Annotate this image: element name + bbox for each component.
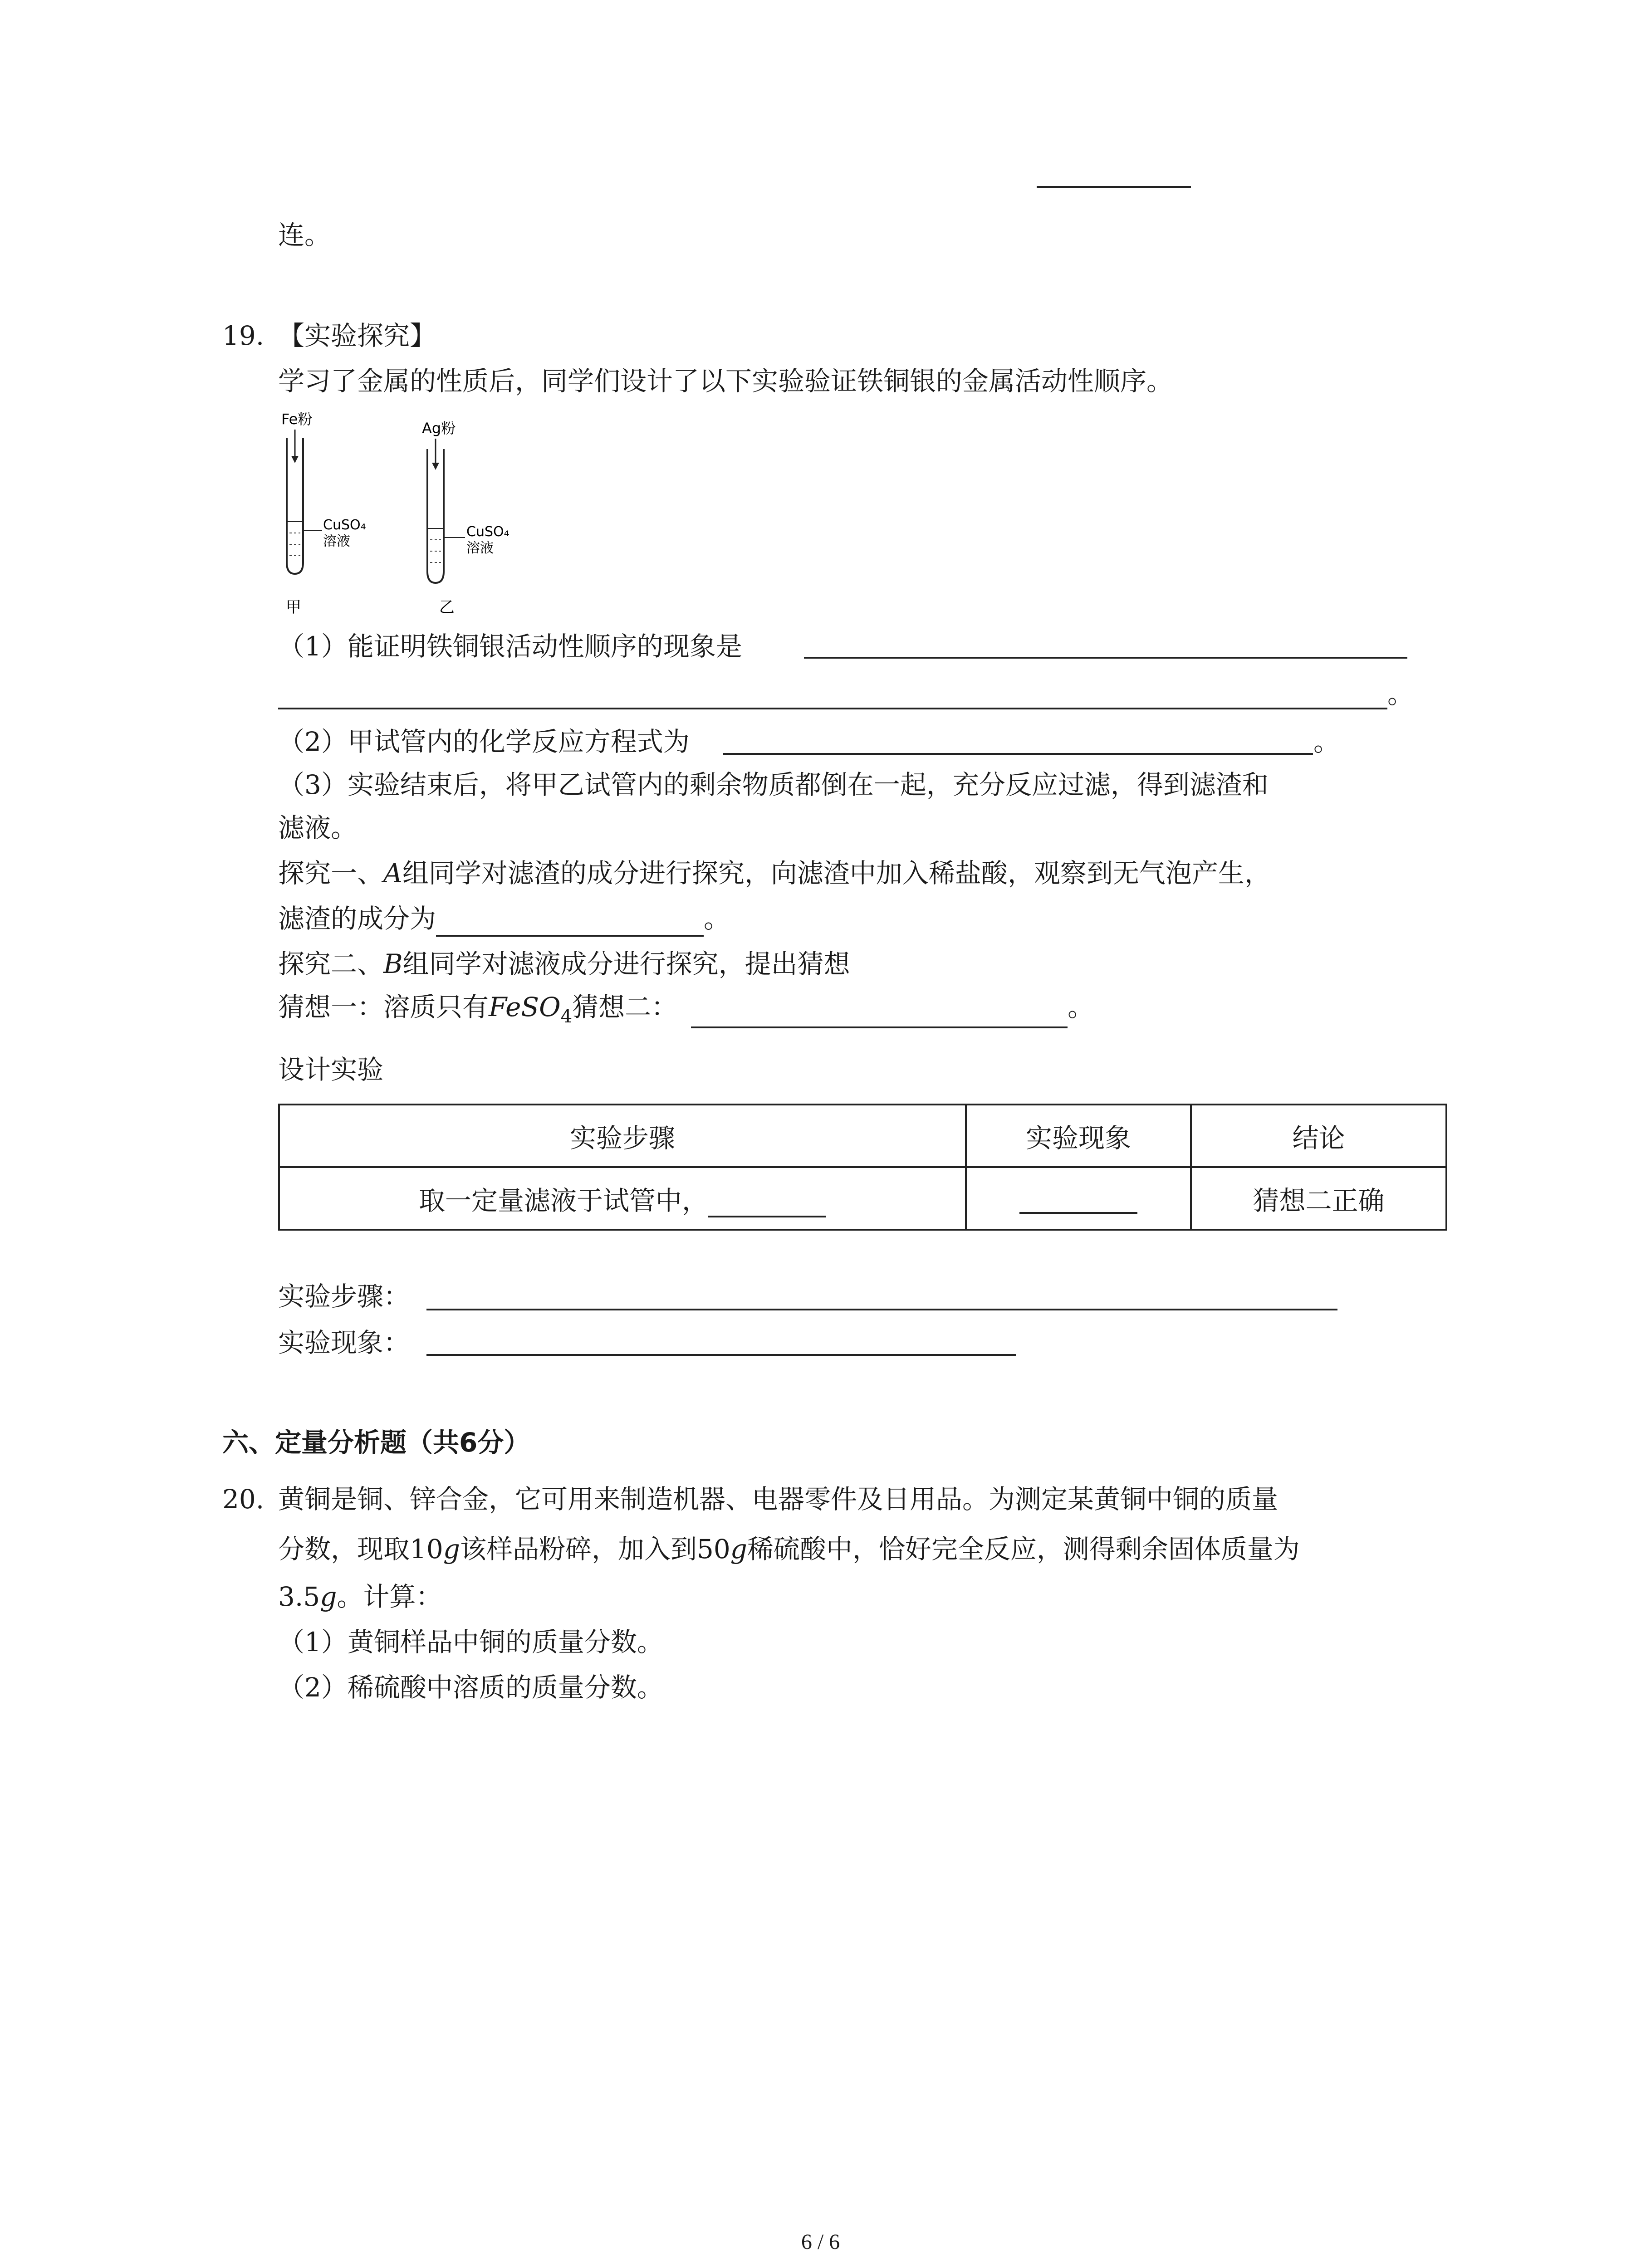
- table-header-conclusion: 结论: [1191, 1105, 1446, 1167]
- q19-part3-line1: （3）实验结束后，将甲乙试管内的剩余物质都倒在一起，充分反应过滤，得到滤渣和: [278, 769, 1269, 800]
- q19-part2-prompt: （2）甲试管内的化学反应方程式为: [278, 726, 690, 757]
- phenomenon-table-blank[interactable]: [1019, 1187, 1137, 1214]
- test-tube-a: [281, 411, 366, 616]
- tube-a-label: 甲: [286, 598, 301, 616]
- experiment-phenomenon-blank[interactable]: [426, 1354, 1016, 1356]
- design-experiment-label: 设计实验: [278, 1054, 384, 1085]
- explore1-line2: 滤渣的成分为 。: [278, 900, 730, 937]
- page-number: 6 / 6: [801, 2230, 840, 2254]
- tube-b-reagent-label: Ag粉: [422, 420, 456, 437]
- table-cell-conclusion: 猜想二正确: [1191, 1167, 1446, 1230]
- explore1-line1: 探究一、A组同学对滤渣的成分进行探究，向滤渣中加入稀盐酸，观察到无气泡产生，: [278, 858, 1271, 889]
- explore2-line: 探究二、B组同学对滤液成分进行探究，提出猜想: [278, 948, 850, 979]
- previous-question-tail: 连。: [278, 220, 331, 250]
- guess2-blank[interactable]: [691, 997, 1068, 1028]
- table-row: [279, 1167, 1446, 1230]
- q19-intro: 学习了金属的性质后，同学们设计了以下实验验证铁铜银的金属活动性顺序。: [278, 366, 1173, 396]
- tube-a-solution-line2: 溶液: [323, 533, 350, 549]
- answer-blank-previous[interactable]: [1037, 186, 1191, 188]
- experiment-step-label: 实验步骤：: [278, 1281, 410, 1312]
- experiment-phenomenon-label: 实验现象：: [278, 1327, 410, 1358]
- tube-b-label: 乙: [439, 598, 455, 616]
- q19-part1-period: 。: [1387, 679, 1414, 709]
- tube-a-solution-line1: CuSO₄: [323, 517, 366, 533]
- q19-part1-prompt: （1）能证明铁铜银活动性顺序的现象是: [278, 631, 742, 662]
- q19-header: 【实验探究】: [278, 320, 436, 351]
- table-cell-step: 取一定量滤液于试管中，: [279, 1167, 966, 1230]
- arrow-head-icon: [432, 463, 439, 470]
- table-cell-phenomenon: [966, 1167, 1191, 1230]
- tube-b-solution-line1: CuSO₄: [466, 524, 509, 540]
- q20-line2: 分数，现取10g该样品粉碎，加入到50g稀硫酸中，恰好完全反应，测得剩余固体质量为: [278, 1534, 1300, 1564]
- table-header-step: 实验步骤: [279, 1105, 966, 1167]
- residue-blank[interactable]: [436, 905, 704, 937]
- group-b-var: B: [383, 948, 403, 979]
- table-header-phenomenon: 实验现象: [966, 1105, 1191, 1167]
- q20-number: 20.: [222, 1484, 265, 1515]
- group-a-var: A: [383, 858, 402, 889]
- test-tube-b: [422, 420, 509, 616]
- q19-part1-blank-a[interactable]: [804, 657, 1407, 659]
- q20-sub2: （2）稀硫酸中溶质的质量分数。: [278, 1672, 663, 1703]
- q19-part1-blank-b[interactable]: [278, 708, 1387, 709]
- q20-line1: 黄铜是铜、锌合金，它可用来制造机器、电器零件及日用品。为测定某黄铜中铜的质量: [278, 1484, 1279, 1515]
- guess-line: 猜想一：溶质只有FeSO$_4$猜想二： 。: [278, 989, 1094, 1028]
- tube-b-solution-line2: 溶液: [466, 540, 494, 556]
- q19-part3-line2: 滤液。: [278, 812, 358, 843]
- experiment-step-blank[interactable]: [426, 1309, 1337, 1310]
- step-table-blank[interactable]: [708, 1190, 826, 1217]
- experiment-table: [278, 1104, 1447, 1231]
- arrow-head-icon: [291, 456, 299, 463]
- q19-number: 19.: [222, 320, 265, 351]
- q19-part2-period: 。: [1313, 726, 1340, 757]
- test-tube-figure: [281, 411, 535, 619]
- q19-part2-blank[interactable]: [723, 753, 1313, 755]
- tube-a-reagent-label: Fe粉: [281, 411, 313, 428]
- table-header-row: [279, 1105, 1446, 1167]
- section6-title: 六、定量分析题（共6分）: [222, 1427, 530, 1458]
- feso4-formula: FeSO: [489, 992, 561, 1022]
- q20-line3: 3.5g。计算：: [278, 1581, 442, 1612]
- q20-sub1: （1）黄铜样品中铜的质量分数。: [278, 1627, 663, 1657]
